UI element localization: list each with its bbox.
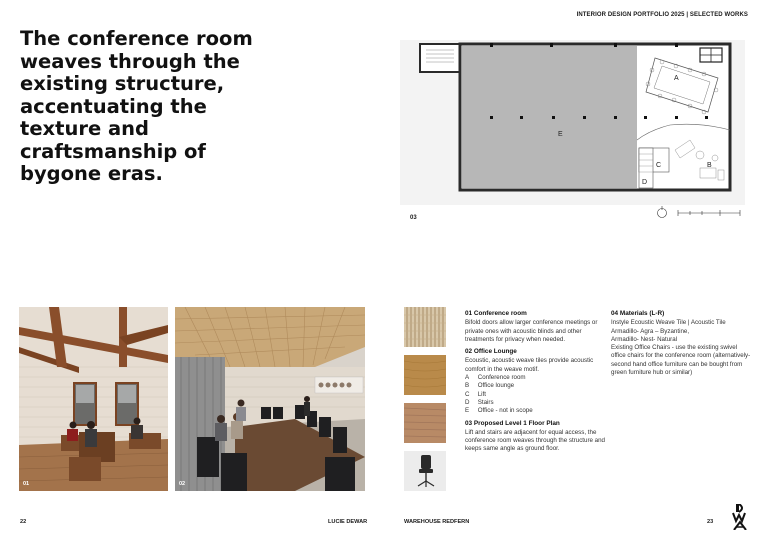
materials-title: 04 Materials (L-R): [611, 310, 665, 317]
render-tag-02: 02: [179, 481, 186, 487]
floor-plan: [400, 40, 745, 220]
legend-item: C Lift: [465, 390, 486, 398]
plan-number: 03: [410, 215, 417, 221]
materials-line: Armadillo- Agra – Byzantine,: [611, 327, 690, 335]
page-number-right: 23: [707, 519, 714, 525]
zone-label-a: A: [674, 75, 679, 82]
render-office-lounge: [19, 307, 168, 491]
portfolio-header: INTERIOR DESIGN PORTFOLIO 2025 | SELECTED WORKS: [576, 12, 748, 18]
scale-bar-icon: [678, 210, 740, 216]
zone-legend: [465, 374, 605, 415]
swatch-agra-byzantine: [404, 355, 446, 395]
floor-plan-drawing: [400, 40, 745, 220]
swatch-office-chair: [404, 451, 446, 491]
swatch-nest-natural: [404, 403, 446, 443]
zone-label-d: D: [642, 179, 648, 186]
text-column-right: [611, 310, 751, 377]
floor-plan-body: Lift and stairs are adjacent for equal access, the conference room weaves through the structure and keeps same angle as ground floor.: [465, 428, 605, 453]
zone-label-e: E: [558, 131, 563, 138]
floor-plan-title: 03 Proposed Level 1 Floor Plan: [465, 419, 560, 427]
zone-label-c: C: [656, 162, 662, 169]
conference-title: 01 Conference room: [465, 310, 527, 317]
text-column-left: [465, 310, 605, 458]
author-name: LUCIE DEWAR: [328, 519, 368, 525]
render-tag-01: 01: [23, 481, 30, 487]
swatch-weave-tile: [404, 307, 446, 347]
page-number-left: 22: [20, 519, 27, 525]
legend-item: E Office - not in scope: [465, 407, 533, 415]
designer-monogram-logo: [731, 504, 751, 530]
project-name: WAREHOUSE REDFERN: [404, 519, 470, 525]
materials-line: Instyle Ecoustic Weave Tile | Acoustic Tile: [611, 319, 726, 327]
render-conference-room: [175, 307, 365, 491]
page-headline: The conference room weaves through the existing structure, accentuating the texture and craftsmanship of bygone eras.: [20, 27, 253, 185]
materials-line: Existing Office Chairs - use the existing swivel office chairs for the conference room (alternatively- second hand office furniture can be bought from green furniture hub or similar): [611, 344, 751, 377]
legend-item: A Conference room: [465, 374, 526, 382]
legend-item: D Stairs: [465, 398, 494, 406]
lounge-body: Ecoustic, acoustic weave tiles provide acoustic comfort in the weave motif.: [465, 357, 594, 373]
materials-line: Armadillo- Nest- Natural: [611, 335, 678, 343]
zone-label-b: B: [707, 162, 712, 169]
legend-item: B Office lounge: [465, 382, 515, 390]
lounge-title: 02 Office Lounge: [465, 348, 517, 356]
conference-body: Bifold doors allow larger conference meetings or private ones with acoustic blinds and other treatments for privacy when needed.: [465, 319, 598, 343]
